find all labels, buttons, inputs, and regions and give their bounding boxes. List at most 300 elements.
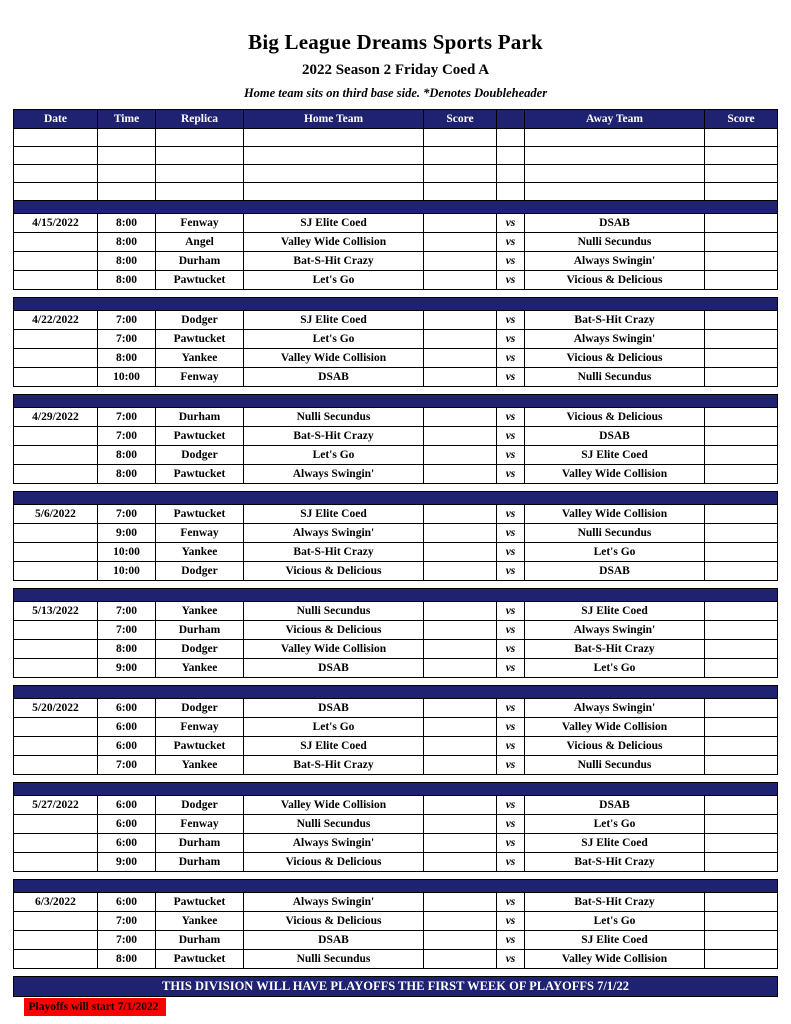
- cell-replica: Yankee: [156, 543, 244, 562]
- cell-home-score[interactable]: [424, 834, 497, 853]
- cell-away-score[interactable]: [705, 543, 778, 562]
- cell-replica: Yankee: [156, 349, 244, 368]
- cell-away-score[interactable]: [705, 368, 778, 387]
- cell-away-score[interactable]: [705, 562, 778, 581]
- cell-home-score[interactable]: [424, 233, 497, 252]
- table-row: [14, 796, 778, 815]
- cell-date: [14, 543, 98, 562]
- cell-away-score[interactable]: [705, 427, 778, 446]
- cell-time: 7:00: [98, 505, 156, 524]
- page-header: [0, 0, 791, 101]
- week-gap-cell: [14, 581, 778, 589]
- cell-away-score[interactable]: [705, 834, 778, 853]
- cell-away-score[interactable]: [705, 408, 778, 427]
- cell-vs: vs: [497, 815, 525, 834]
- cell-home-score[interactable]: [424, 311, 497, 330]
- week-separator: [14, 395, 778, 408]
- empty-cell: [244, 183, 424, 201]
- empty-cell: [497, 165, 525, 183]
- column-header-home-team: Home Team: [244, 110, 424, 129]
- cell-date: [14, 330, 98, 349]
- table-row-empty: [14, 165, 778, 183]
- cell-time: 6:00: [98, 834, 156, 853]
- cell-away-score[interactable]: [705, 893, 778, 912]
- week-separator: [14, 783, 778, 796]
- cell-home-score[interactable]: [424, 893, 497, 912]
- cell-away-team: SJ Elite Coed: [525, 834, 705, 853]
- cell-away-score[interactable]: [705, 214, 778, 233]
- cell-home-team: Nulli Secundus: [244, 815, 424, 834]
- cell-time: 8:00: [98, 271, 156, 290]
- cell-away-score[interactable]: [705, 311, 778, 330]
- cell-away-team: Vicious & Delicious: [525, 349, 705, 368]
- cell-time: 8:00: [98, 640, 156, 659]
- table-row: [14, 214, 778, 233]
- cell-home-team: Vicious & Delicious: [244, 853, 424, 872]
- empty-cell: [424, 129, 497, 147]
- cell-home-team: Let's Go: [244, 446, 424, 465]
- cell-home-score[interactable]: [424, 853, 497, 872]
- cell-home-score[interactable]: [424, 912, 497, 931]
- cell-away-score[interactable]: [705, 465, 778, 484]
- cell-away-team: Valley Wide Collision: [525, 465, 705, 484]
- cell-replica: Pawtucket: [156, 271, 244, 290]
- week-gap-cell: [14, 969, 778, 977]
- cell-replica: Yankee: [156, 659, 244, 678]
- empty-cell: [156, 183, 244, 201]
- cell-away-team: Bat-S-Hit Crazy: [525, 311, 705, 330]
- cell-date: [14, 640, 98, 659]
- cell-time: 8:00: [98, 950, 156, 969]
- table-row: [14, 562, 778, 581]
- cell-time: 10:00: [98, 368, 156, 387]
- table-row: [14, 602, 778, 621]
- cell-date: 5/27/2022: [14, 796, 98, 815]
- cell-home-team: SJ Elite Coed: [244, 214, 424, 233]
- cell-away-team: Let's Go: [525, 912, 705, 931]
- cell-vs: vs: [497, 427, 525, 446]
- cell-vs: vs: [497, 756, 525, 775]
- cell-home-score[interactable]: [424, 950, 497, 969]
- week-separator-band: [14, 686, 778, 699]
- cell-vs: vs: [497, 796, 525, 815]
- cell-away-score[interactable]: [705, 349, 778, 368]
- cell-date: 4/22/2022: [14, 311, 98, 330]
- table-row: [14, 737, 778, 756]
- cell-home-team: DSAB: [244, 659, 424, 678]
- empty-cell: [156, 147, 244, 165]
- table-row: [14, 834, 778, 853]
- cell-away-team: Valley Wide Collision: [525, 950, 705, 969]
- table-row: [14, 912, 778, 931]
- cell-replica: Yankee: [156, 756, 244, 775]
- cell-time: 8:00: [98, 349, 156, 368]
- table-row: [14, 233, 778, 252]
- empty-cell: [424, 147, 497, 165]
- cell-away-score[interactable]: [705, 853, 778, 872]
- cell-away-team: Always Swingin': [525, 621, 705, 640]
- cell-home-team: DSAB: [244, 368, 424, 387]
- cell-away-team: Valley Wide Collision: [525, 505, 705, 524]
- cell-away-team: SJ Elite Coed: [525, 446, 705, 465]
- cell-home-team: SJ Elite Coed: [244, 311, 424, 330]
- cell-time: 9:00: [98, 853, 156, 872]
- cell-home-score[interactable]: [424, 640, 497, 659]
- cell-home-score[interactable]: [424, 252, 497, 271]
- empty-cell: [244, 165, 424, 183]
- cell-away-score[interactable]: [705, 718, 778, 737]
- cell-away-team: Nulli Secundus: [525, 756, 705, 775]
- cell-vs: vs: [497, 505, 525, 524]
- cell-home-team: Nulli Secundus: [244, 950, 424, 969]
- cell-away-score[interactable]: [705, 640, 778, 659]
- cell-home-team: Always Swingin': [244, 893, 424, 912]
- cell-home-score[interactable]: [424, 368, 497, 387]
- week-separator-band: [14, 298, 778, 311]
- cell-replica: Durham: [156, 834, 244, 853]
- week-gap: [14, 872, 778, 880]
- empty-cell: [424, 165, 497, 183]
- cell-away-score[interactable]: [705, 756, 778, 775]
- cell-away-team: Valley Wide Collision: [525, 718, 705, 737]
- cell-away-score[interactable]: [705, 815, 778, 834]
- cell-home-score[interactable]: [424, 543, 497, 562]
- cell-away-team: Nulli Secundus: [525, 233, 705, 252]
- cell-away-score[interactable]: [705, 446, 778, 465]
- page-title: Big League Dreams Sports Park: [248, 30, 543, 54]
- cell-home-team: Valley Wide Collision: [244, 233, 424, 252]
- cell-vs: vs: [497, 465, 525, 484]
- table-row-empty: [14, 183, 778, 201]
- cell-date: [14, 718, 98, 737]
- playoff-banner: [24, 997, 768, 1017]
- week-separator: [14, 880, 778, 893]
- week-separator-band: [14, 880, 778, 893]
- cell-time: 10:00: [98, 562, 156, 581]
- cell-away-score[interactable]: [705, 912, 778, 931]
- cell-home-score[interactable]: [424, 408, 497, 427]
- cell-away-team: Let's Go: [525, 815, 705, 834]
- cell-away-team: DSAB: [525, 427, 705, 446]
- table-footer-note-row: [14, 977, 778, 997]
- cell-away-team: DSAB: [525, 796, 705, 815]
- cell-vs: vs: [497, 718, 525, 737]
- week-separator-band: [14, 492, 778, 505]
- cell-away-team: Bat-S-Hit Crazy: [525, 640, 705, 659]
- cell-vs: vs: [497, 524, 525, 543]
- cell-time: 6:00: [98, 893, 156, 912]
- empty-cell: [705, 165, 778, 183]
- table-body: [14, 129, 778, 997]
- column-header-vs: [497, 110, 525, 129]
- cell-away-score[interactable]: [705, 252, 778, 271]
- cell-home-team: Bat-S-Hit Crazy: [244, 543, 424, 562]
- cell-home-score[interactable]: [424, 214, 497, 233]
- cell-time: 6:00: [98, 737, 156, 756]
- cell-vs: vs: [497, 349, 525, 368]
- cell-date: [14, 834, 98, 853]
- cell-date: [14, 427, 98, 446]
- table-row: [14, 893, 778, 912]
- week-gap-cell: [14, 678, 778, 686]
- cell-away-team: Always Swingin': [525, 252, 705, 271]
- empty-cell: [14, 183, 98, 201]
- cell-date: 5/13/2022: [14, 602, 98, 621]
- cell-home-score[interactable]: [424, 756, 497, 775]
- empty-cell: [497, 147, 525, 165]
- empty-cell: [14, 129, 98, 147]
- cell-home-score[interactable]: [424, 602, 497, 621]
- cell-time: 6:00: [98, 815, 156, 834]
- cell-replica: Yankee: [156, 912, 244, 931]
- cell-replica: Fenway: [156, 524, 244, 543]
- cell-home-team: Valley Wide Collision: [244, 349, 424, 368]
- cell-away-score[interactable]: [705, 621, 778, 640]
- cell-away-score[interactable]: [705, 505, 778, 524]
- cell-replica: Durham: [156, 252, 244, 271]
- cell-home-team: Valley Wide Collision: [244, 640, 424, 659]
- empty-cell: [14, 165, 98, 183]
- cell-away-score[interactable]: [705, 699, 778, 718]
- table-row: [14, 368, 778, 387]
- cell-away-score[interactable]: [705, 271, 778, 290]
- cell-away-score[interactable]: [705, 233, 778, 252]
- cell-home-team: Always Swingin': [244, 465, 424, 484]
- cell-vs: vs: [497, 699, 525, 718]
- cell-home-score[interactable]: [424, 524, 497, 543]
- cell-away-team: DSAB: [525, 562, 705, 581]
- cell-replica: Durham: [156, 621, 244, 640]
- cell-home-team: Bat-S-Hit Crazy: [244, 427, 424, 446]
- cell-date: [14, 233, 98, 252]
- cell-home-score[interactable]: [424, 505, 497, 524]
- empty-cell: [525, 147, 705, 165]
- cell-home-team: Bat-S-Hit Crazy: [244, 252, 424, 271]
- week-separator: [14, 201, 778, 214]
- table-row: [14, 543, 778, 562]
- cell-replica: Angel: [156, 233, 244, 252]
- table-row: [14, 408, 778, 427]
- cell-home-score[interactable]: [424, 931, 497, 950]
- cell-replica: Pawtucket: [156, 737, 244, 756]
- empty-cell: [705, 129, 778, 147]
- empty-cell: [244, 129, 424, 147]
- cell-home-score[interactable]: [424, 427, 497, 446]
- empty-cell: [424, 183, 497, 201]
- cell-home-score[interactable]: [424, 271, 497, 290]
- cell-replica: Pawtucket: [156, 330, 244, 349]
- empty-cell: [497, 183, 525, 201]
- week-gap: [14, 387, 778, 395]
- cell-date: [14, 465, 98, 484]
- week-gap: [14, 775, 778, 783]
- cell-away-score[interactable]: [705, 737, 778, 756]
- cell-home-team: Nulli Secundus: [244, 408, 424, 427]
- cell-away-score[interactable]: [705, 659, 778, 678]
- cell-away-score[interactable]: [705, 602, 778, 621]
- empty-cell: [98, 129, 156, 147]
- cell-date: [14, 756, 98, 775]
- table-row: [14, 640, 778, 659]
- page-note: Home team sits on third base side. *Denotes Doubleheader: [243, 86, 548, 100]
- table-row: [14, 505, 778, 524]
- cell-away-team: Vicious & Delicious: [525, 737, 705, 756]
- cell-away-team: SJ Elite Coed: [525, 602, 705, 621]
- cell-vs: vs: [497, 602, 525, 621]
- column-header-time: Time: [98, 110, 156, 129]
- cell-time: 6:00: [98, 718, 156, 737]
- cell-home-score[interactable]: [424, 737, 497, 756]
- cell-replica: Yankee: [156, 602, 244, 621]
- table-row: [14, 524, 778, 543]
- cell-home-score[interactable]: [424, 349, 497, 368]
- cell-time: 8:00: [98, 252, 156, 271]
- cell-time: 6:00: [98, 699, 156, 718]
- cell-vs: vs: [497, 931, 525, 950]
- table-row: [14, 853, 778, 872]
- cell-time: 7:00: [98, 912, 156, 931]
- week-gap: [14, 969, 778, 977]
- cell-vs: vs: [497, 912, 525, 931]
- cell-time: 7:00: [98, 427, 156, 446]
- week-separator-band: [14, 589, 778, 602]
- cell-home-score[interactable]: [424, 446, 497, 465]
- cell-date: [14, 524, 98, 543]
- empty-cell: [98, 147, 156, 165]
- table-header-row: [14, 110, 778, 129]
- page-subtitle: 2022 Season 2 Friday Coed A: [301, 62, 490, 78]
- table-row: [14, 465, 778, 484]
- cell-home-score[interactable]: [424, 699, 497, 718]
- cell-home-score[interactable]: [424, 330, 497, 349]
- cell-date: [14, 368, 98, 387]
- cell-vs: vs: [497, 659, 525, 678]
- table-row: [14, 699, 778, 718]
- cell-replica: Dodger: [156, 640, 244, 659]
- cell-replica: Dodger: [156, 311, 244, 330]
- table-row: [14, 718, 778, 737]
- cell-vs: vs: [497, 233, 525, 252]
- cell-home-score[interactable]: [424, 562, 497, 581]
- cell-time: 8:00: [98, 233, 156, 252]
- table-row: [14, 950, 778, 969]
- cell-replica: Pawtucket: [156, 427, 244, 446]
- cell-time: 7:00: [98, 756, 156, 775]
- column-header-away-team: Away Team: [525, 110, 705, 129]
- cell-home-team: SJ Elite Coed: [244, 505, 424, 524]
- cell-replica: Dodger: [156, 699, 244, 718]
- cell-date: 5/6/2022: [14, 505, 98, 524]
- table-row: [14, 349, 778, 368]
- cell-time: 8:00: [98, 446, 156, 465]
- cell-away-score[interactable]: [705, 330, 778, 349]
- week-separator: [14, 298, 778, 311]
- table-row: [14, 311, 778, 330]
- cell-away-team: Always Swingin': [525, 699, 705, 718]
- cell-vs: vs: [497, 893, 525, 912]
- cell-home-team: Bat-S-Hit Crazy: [244, 756, 424, 775]
- column-header-replica: Replica: [156, 110, 244, 129]
- cell-away-score[interactable]: [705, 931, 778, 950]
- cell-date: [14, 737, 98, 756]
- empty-cell: [705, 183, 778, 201]
- cell-vs: vs: [497, 330, 525, 349]
- cell-vs: vs: [497, 640, 525, 659]
- week-gap-cell: [14, 387, 778, 395]
- cell-away-team: Let's Go: [525, 659, 705, 678]
- cell-away-team: Let's Go: [525, 543, 705, 562]
- cell-date: 4/15/2022: [14, 214, 98, 233]
- cell-home-score[interactable]: [424, 815, 497, 834]
- cell-home-team: SJ Elite Coed: [244, 737, 424, 756]
- table-row: [14, 756, 778, 775]
- cell-date: [14, 349, 98, 368]
- cell-away-score[interactable]: [705, 950, 778, 969]
- cell-time: 6:00: [98, 796, 156, 815]
- week-separator-band: [14, 395, 778, 408]
- table-footer-note: THIS DIVISION WILL HAVE PLAYOFFS THE FIRST WEEK OF PLAYOFFS 7/1/22: [14, 977, 778, 997]
- cell-vs: vs: [497, 621, 525, 640]
- cell-time: 7:00: [98, 408, 156, 427]
- cell-replica: Pawtucket: [156, 950, 244, 969]
- cell-home-score[interactable]: [424, 659, 497, 678]
- cell-time: 8:00: [98, 465, 156, 484]
- week-separator: [14, 492, 778, 505]
- table-row: [14, 427, 778, 446]
- cell-date: 6/3/2022: [14, 893, 98, 912]
- cell-date: [14, 446, 98, 465]
- cell-replica: Dodger: [156, 796, 244, 815]
- empty-cell: [525, 183, 705, 201]
- empty-cell: [705, 147, 778, 165]
- cell-home-score[interactable]: [424, 465, 497, 484]
- table-row: [14, 931, 778, 950]
- empty-cell: [244, 147, 424, 165]
- week-gap: [14, 678, 778, 686]
- empty-cell: [98, 183, 156, 201]
- cell-home-score[interactable]: [424, 621, 497, 640]
- week-gap: [14, 290, 778, 298]
- empty-cell: [156, 165, 244, 183]
- cell-replica: Fenway: [156, 718, 244, 737]
- cell-away-score[interactable]: [705, 796, 778, 815]
- cell-vs: vs: [497, 408, 525, 427]
- table-row-empty: [14, 129, 778, 147]
- empty-cell: [497, 129, 525, 147]
- cell-vs: vs: [497, 543, 525, 562]
- cell-home-team: DSAB: [244, 931, 424, 950]
- cell-date: [14, 562, 98, 581]
- cell-away-team: Bat-S-Hit Crazy: [525, 893, 705, 912]
- cell-time: 7:00: [98, 330, 156, 349]
- cell-vs: vs: [497, 853, 525, 872]
- column-header-home-score: Score: [424, 110, 497, 129]
- cell-home-score[interactable]: [424, 718, 497, 737]
- cell-vs: vs: [497, 271, 525, 290]
- cell-home-team: Vicious & Delicious: [244, 912, 424, 931]
- cell-replica: Dodger: [156, 562, 244, 581]
- table-row-empty: [14, 147, 778, 165]
- week-gap-cell: [14, 290, 778, 298]
- cell-home-score[interactable]: [424, 796, 497, 815]
- cell-home-team: Vicious & Delicious: [244, 621, 424, 640]
- cell-time: 9:00: [98, 659, 156, 678]
- cell-date: [14, 853, 98, 872]
- cell-home-team: Let's Go: [244, 718, 424, 737]
- empty-cell: [156, 129, 244, 147]
- cell-away-score[interactable]: [705, 524, 778, 543]
- cell-home-team: Always Swingin': [244, 524, 424, 543]
